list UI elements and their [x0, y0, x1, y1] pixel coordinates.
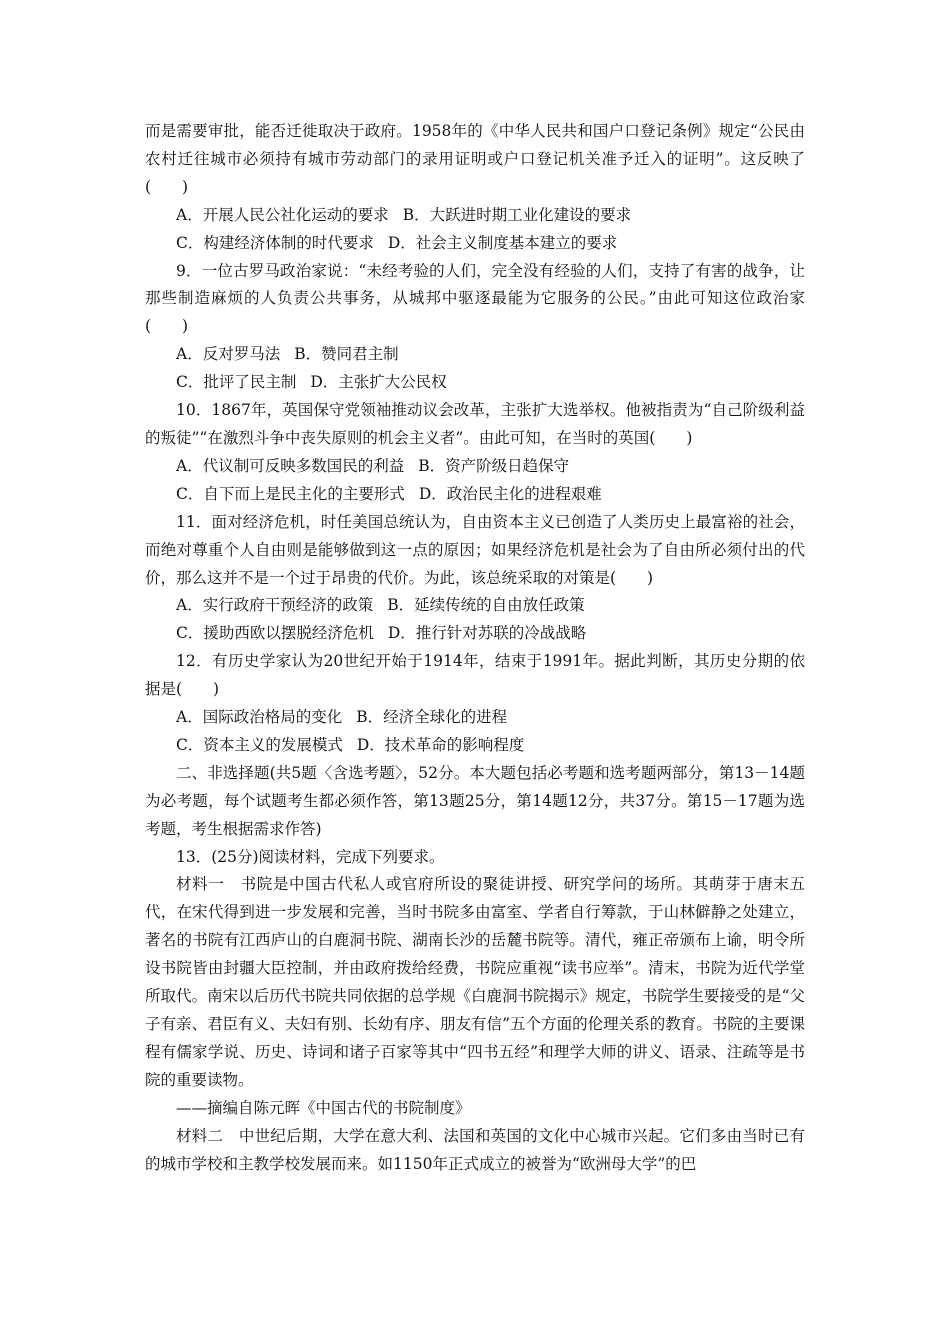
document-page — [145, 118, 805, 1178]
question-11-options-ab — [145, 592, 805, 620]
question-11-options-cd — [145, 620, 805, 648]
question-10-options-cd — [145, 481, 805, 509]
question-10-stem: 10．1867年，英国保守党领袖推动议会改革，主张扩大选举权。他被指责为“自己阶级利益的叛徒”“在激烈斗争中丧失原则的机会主义者”。由此可知，在当时的英国( ) — [145, 401, 805, 447]
question-10-option-c: C．自下而上是民主化的主要形式 — [176, 484, 405, 503]
question-8-stem: 而是需要审批，能否迁徙取决于政府。1958年的《中华人民共和国户口登记条例》规定“公民由农村迁往城市必须持有城市劳动部门的录用证明或户口登记机关准予迁入的证明”。这反映了( ) — [145, 122, 805, 196]
question-11-option-d: D．推行针对苏联的冷战战略 — [387, 624, 587, 643]
question-13-stem: 13．(25分)阅读材料，完成下列要求。 — [176, 847, 445, 866]
question-8-option-a: A．开展人民公社化运动的要求 — [176, 205, 389, 224]
question-9-stem: 9．一位古罗马政治家说：“未经考验的人们，完全没有经验的人们，支持了有害的战争，让那些制造麻烦的人负责公共事务，从城邦中驱逐最能为它服务的公民。”由此可知这位政治家( ) — [145, 261, 805, 336]
question-12-options-ab — [145, 704, 805, 732]
question-8-option-d: D．社会主义制度基本建立的要求 — [387, 233, 618, 252]
section-2-heading: 二、非选择题(共5题〈含选考题〉，52分。本大题包括必考题和选考题两部分，第13－14题为必考题，每个试题考生都必须作答，第13题25分，第14题12分，共37分。第15－17题为选考题，考生根据需求作答) — [145, 763, 805, 838]
question-12-option-d: D．技术革命的影响程度 — [356, 735, 525, 754]
question-10-option-d: D．政治民主化的进程艰难 — [418, 484, 602, 503]
question-10-option-b: B．资产阶级日趋保守 — [418, 456, 570, 475]
question-9-options-cd — [145, 369, 805, 397]
question-13-material-1: 材料一 书院是中国古代私人或官府所设的聚徒讲授、研究学问的场所。其萌芽于唐末五代，在宋代得到进一步发展和完善，当时书院多由富室、学者自行筹款，于山林僻静之处建立，著名的书院有江西庐山的白鹿洞书院、湖南长沙的岳麓书院等。清代，雍正帝颁布上谕，明令所设书院皆由封疆大臣控制，并由政府拨给经费，书院应重视“读书应举”。清末，书院为近代学堂所取代。南宋以后历代书院共同依据的总学规《白鹿洞书院揭示》规定，书院学生要接受的是“父子有亲、君臣有义、夫妇有别、长幼有序、朋友有信”五个方面的伦理关系的教育。书院的主要课程有儒家学说、历史、诗词和诸子百家等其中“四书五经”和理学大师的讲义、语录、注疏等是书院的重要读物。 — [145, 875, 805, 1089]
question-10-option-a: A．代议制可反映多数国民的利益 — [176, 456, 405, 475]
question-8-option-c: C．构建经济体制的时代要求 — [176, 233, 374, 252]
question-8-options-cd — [145, 230, 805, 258]
question-9-options-ab — [145, 341, 805, 369]
question-8-option-b: B．大跃进时期工业化建设的要求 — [402, 205, 632, 224]
question-9-option-c: C．批评了民主制 — [176, 373, 297, 392]
question-12-options-cd — [145, 732, 805, 760]
question-13-material-2: 材料二 中世纪后期，大学在意大利、法国和英国的文化中心城市兴起。它们多由当时已有的城市学校和主教学校发展而来。如1150年正式成立的被誉为“欧洲母大学”的巴 — [145, 1126, 805, 1173]
question-9-option-b: B．赞同君主制 — [294, 345, 399, 364]
question-10-options-ab — [145, 453, 805, 481]
question-12-option-b: B．经济全球化的进程 — [356, 708, 508, 727]
question-12-stem: 12．有历史学家认为20世纪开始于1914年，结束于1991年。据此判断，其历史分期的依据是( ) — [145, 652, 805, 699]
question-13-material-1-source: ——摘编自陈元晖《中国古代的书院制度》 — [176, 1098, 471, 1117]
question-12-option-c: C．资本主义的发展模式 — [176, 735, 343, 754]
question-11-option-a: A．实行政府干预经济的政策 — [176, 596, 374, 615]
question-9-option-d: D．主张扩大公民权 — [310, 373, 447, 392]
question-8-options-ab — [145, 202, 805, 230]
question-12-option-a: A．国际政治格局的变化 — [176, 708, 343, 727]
question-11-option-c: C．援助西欧以摆脱经济危机 — [176, 624, 374, 643]
question-11-option-b: B．延续传统的自由放任政策 — [387, 596, 585, 615]
question-9-option-a: A．反对罗马法 — [176, 345, 281, 364]
question-11-stem: 11．面对经济危机，时任美国总统认为，自由资本主义已创造了人类历史上最富裕的社会，而绝对尊重个人自由则是能够做到这一点的原因；如果经济危机是社会为了自由所必须付出的代价，那么这并不是一个过于昂贵的代价。为此，该总统采取的对策是( ) — [145, 512, 805, 587]
